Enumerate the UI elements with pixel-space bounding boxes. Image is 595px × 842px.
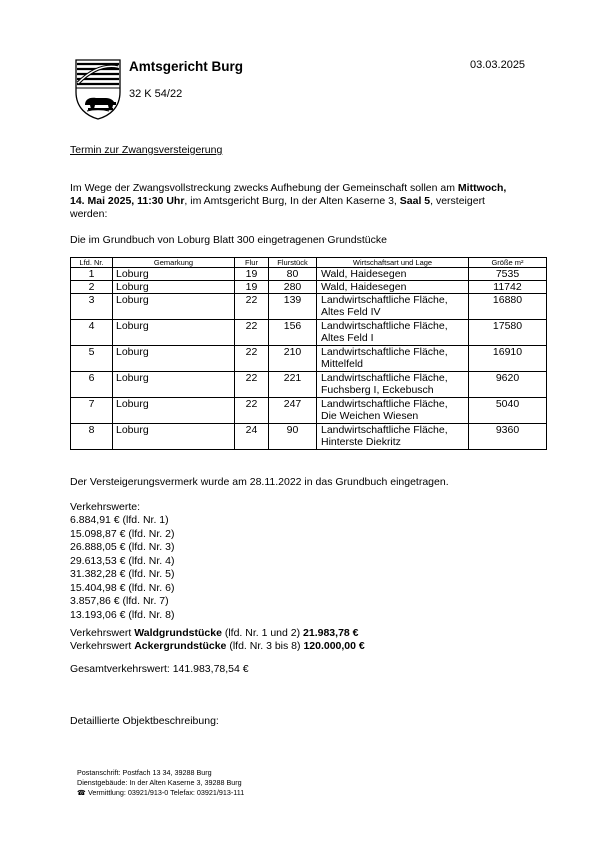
farmland-label: Ackergrundstücke — [134, 640, 227, 652]
cell-art-line2: Fuchsberg I, Eckebusch — [321, 384, 434, 396]
cell-art-line1: Landwirtschaftliche Fläche, — [321, 424, 448, 436]
footer — [77, 768, 244, 798]
intro-location: , im Amtsgericht Burg, In der Alten Kaserne 3, — [184, 195, 400, 207]
cell-wirtschaftsart — [317, 424, 469, 450]
cell-nr: 5 — [71, 346, 113, 372]
table-row — [71, 346, 547, 372]
cell-groesse: 17580 — [469, 320, 547, 346]
cell-flur: 19 — [235, 268, 269, 281]
auction-weekday: Mittwoch, — [457, 182, 507, 194]
auction-datetime: 14. Mai 2025, 11:30 Uhr — [70, 195, 185, 207]
market-values-list — [70, 514, 174, 622]
cell-flur: 22 — [235, 398, 269, 424]
farmland-range: (lfd. Nr. 3 bis 8) — [226, 640, 304, 652]
cell-groesse: 7535 — [469, 268, 547, 281]
cell-art-line1: Wald, Haidesegen — [321, 268, 407, 280]
auction-room: Saal 5 — [399, 195, 431, 207]
cell-flurstueck: 156 — [269, 320, 317, 346]
cell-flur: 22 — [235, 372, 269, 398]
table-row — [71, 424, 547, 450]
cell-flur: 22 — [235, 294, 269, 320]
cell-art-line2: Altes Feld IV — [321, 306, 381, 318]
cell-wirtschaftsart — [317, 281, 469, 294]
parcels-lead: Die im Grundbuch von Loburg Blatt 300 eingetragenen Grundstücke — [70, 234, 387, 246]
cell-gemarkung: Loburg — [113, 398, 235, 424]
cell-flurstueck: 90 — [269, 424, 317, 450]
document-date: 03.03.2025 — [470, 59, 526, 71]
table-row — [71, 268, 547, 281]
cell-art-line2: Hinterste Diekritz — [321, 436, 401, 448]
cell-flur: 22 — [235, 320, 269, 346]
cell-groesse: 11742 — [469, 281, 547, 294]
cell-nr: 2 — [71, 281, 113, 294]
intro-text-end: , versteigert — [430, 195, 485, 207]
cell-art-line2: Die Weichen Wiesen — [321, 410, 419, 422]
cell-flurstueck: 247 — [269, 398, 317, 424]
cell-wirtschaftsart — [317, 294, 469, 320]
cell-flurstueck: 221 — [269, 372, 317, 398]
table-row — [71, 372, 547, 398]
forest-range: (lfd. Nr. 1 und 2) — [221, 627, 304, 639]
footer-postal-address: Postanschrift: Postfach 13 34, 39288 Burg — [77, 768, 212, 777]
cell-groesse: 5040 — [469, 398, 547, 424]
footer-phone-line — [77, 788, 244, 798]
cell-gemarkung: Loburg — [113, 372, 235, 398]
cell-wirtschaftsart — [317, 398, 469, 424]
cell-art-line1: Landwirtschaftliche Fläche, — [321, 294, 448, 306]
case-number: 32 K 54/22 — [129, 88, 183, 100]
cell-gemarkung: Loburg — [113, 424, 235, 450]
cell-art-line2: Mittelfeld — [321, 358, 364, 370]
table-row — [71, 398, 547, 424]
cell-art-line1: Wald, Haidesegen — [321, 281, 407, 293]
detail-description-label: Detaillierte Objektbeschreibung: — [70, 715, 219, 727]
cell-nr: 8 — [71, 424, 113, 450]
table-row — [71, 320, 547, 346]
cell-flur: 22 — [235, 346, 269, 372]
intro-text: Im Wege der Zwangsvollstreckung zwecks Aufhebung der Gemeinschaft sollen am — [70, 182, 458, 194]
intro-paragraph — [70, 182, 548, 221]
forest-label: Waldgrundstücke — [134, 627, 222, 639]
cell-flurstueck: 280 — [269, 281, 317, 294]
cell-wirtschaftsart — [317, 320, 469, 346]
cell-art-line1: Landwirtschaftliche Fläche, — [321, 320, 448, 332]
cell-flur: 24 — [235, 424, 269, 450]
intro-line-1 — [70, 182, 548, 195]
cell-art-line1: Landwirtschaftliche Fläche, — [321, 346, 448, 358]
phone-icon: ☎ — [77, 788, 86, 797]
document-heading: Termin zur Zwangsversteigerung — [70, 144, 223, 156]
column-header: Wirtschaftsart und Lage — [317, 258, 469, 268]
market-value-item: 6.884,91 € (lfd. Nr. 1) — [70, 514, 169, 526]
table-header-row — [71, 258, 547, 268]
cell-gemarkung: Loburg — [113, 281, 235, 294]
court-name: Amtsgericht Burg — [129, 59, 244, 74]
cell-groesse: 16910 — [469, 346, 547, 372]
forest-value: 21.983,78 € — [303, 627, 359, 639]
market-value-item: 15.404,98 € (lfd. Nr. 6) — [70, 581, 175, 594]
cell-wirtschaftsart — [317, 346, 469, 372]
cell-groesse: 9360 — [469, 424, 547, 450]
registration-note: Der Versteigerungsvermerk wurde am 28.11.2022 in das Grundbuch eingetragen. — [70, 476, 449, 488]
summary-prefix: Verkehrswert — [70, 627, 135, 639]
cell-nr: 3 — [71, 294, 113, 320]
market-value-item: 15.098,87 € (lfd. Nr. 2) — [70, 527, 175, 540]
cell-flur: 19 — [235, 281, 269, 294]
column-header: Lfd. Nr. — [71, 258, 113, 268]
column-header: Gemarkung — [113, 258, 235, 268]
table-row — [71, 294, 547, 320]
footer-phone: Vermittlung: 03921/913-0 Telefax: 03921/913-111 — [87, 788, 245, 797]
forest-value-summary — [70, 627, 359, 639]
cell-flurstueck: 210 — [269, 346, 317, 372]
intro-line-3: werden: — [70, 208, 108, 220]
total-market-value: Gesamtverkehrswert: 141.983,78,54 € — [70, 663, 249, 675]
column-header: Flur — [235, 258, 269, 268]
cell-nr: 6 — [71, 372, 113, 398]
cell-groesse: 9620 — [469, 372, 547, 398]
market-values-title: Verkehrswerte: — [70, 501, 141, 513]
footer-building-address: Dienstgebäude: In der Alten Kaserne 3, 39288 Burg — [77, 778, 242, 787]
cell-groesse: 16880 — [469, 294, 547, 320]
market-value-item: 13.193,06 € (lfd. Nr. 8) — [70, 608, 175, 621]
market-value-item: 31.382,28 € (lfd. Nr. 5) — [70, 568, 175, 580]
cell-wirtschaftsart — [317, 372, 469, 398]
cell-art-line1: Landwirtschaftliche Fläche, — [321, 398, 448, 410]
summary-prefix: Verkehrswert — [70, 640, 135, 652]
column-header: Größe m² — [469, 258, 547, 268]
cell-art-line2: Altes Feld I — [321, 332, 374, 344]
market-value-item: 3.857,86 € (lfd. Nr. 7) — [70, 595, 169, 607]
cell-gemarkung: Loburg — [113, 320, 235, 346]
cell-flurstueck: 80 — [269, 268, 317, 281]
cell-nr: 7 — [71, 398, 113, 424]
farmland-value: 120.000,00 € — [303, 640, 365, 652]
column-header: Flurstück — [269, 258, 317, 268]
coat-of-arms-icon — [73, 58, 123, 120]
cell-flurstueck: 139 — [269, 294, 317, 320]
cell-gemarkung: Loburg — [113, 294, 235, 320]
cell-nr: 4 — [71, 320, 113, 346]
cell-nr: 1 — [71, 268, 113, 281]
cell-art-line1: Landwirtschaftliche Fläche, — [321, 372, 448, 384]
farmland-value-summary — [70, 640, 365, 652]
market-value-item: 26.888,05 € (lfd. Nr. 3) — [70, 541, 175, 553]
market-value-item: 29.613,53 € (lfd. Nr. 4) — [70, 554, 175, 567]
cell-gemarkung: Loburg — [113, 346, 235, 372]
cell-gemarkung: Loburg — [113, 268, 235, 281]
table-row — [71, 281, 547, 294]
cell-wirtschaftsart — [317, 268, 469, 281]
parcels-table — [70, 257, 547, 450]
intro-line-2 — [70, 195, 548, 208]
